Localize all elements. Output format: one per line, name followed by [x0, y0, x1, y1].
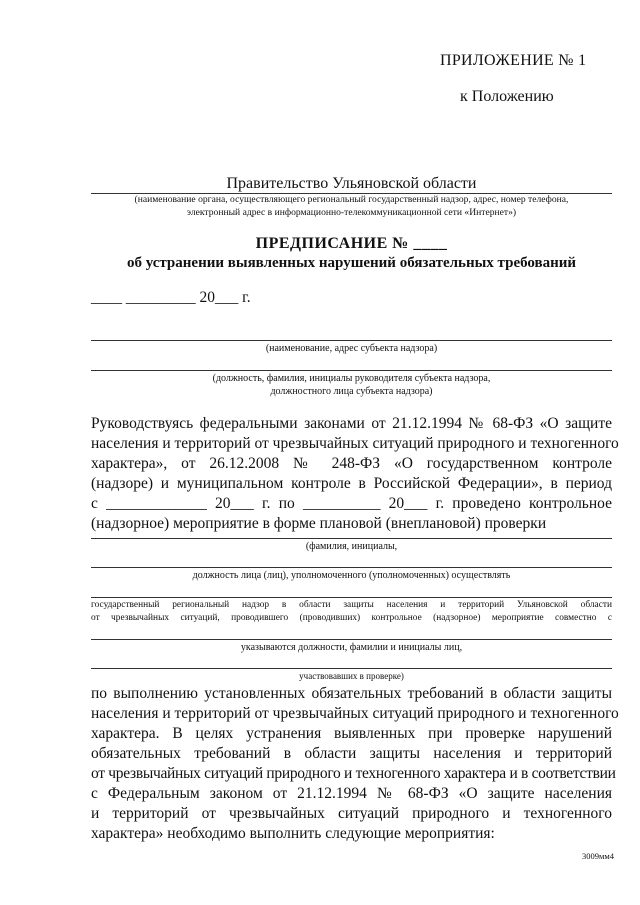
subject-head-caption-1: (должность, фамилия, инициалы руководителя субъекта надзора, — [212, 373, 491, 384]
body-1-line: Руководствуясь федеральными законами от 21.12.1994 № 68-ФЗ «О защите — [91, 415, 612, 432]
body-2-line: и территорий от чрезвычайных ситуаций природного и техногенного — [91, 805, 612, 822]
body-1-line: с _____________ 20___ г. по __________ 20___ г. проведено контрольное — [91, 495, 612, 512]
authority-caption-1: (наименование органа, осуществляющего региональный государственный надзор, адрес, номер телефона, — [134, 194, 569, 205]
body-2-line: характера. В целях устранения выявленных при проверке нарушений — [91, 725, 612, 742]
body-paragraph-1 — [91, 414, 619, 534]
inspector-fio-caption: (фамилия, инициалы, — [305, 541, 398, 552]
body-2-line: с Федеральным законом от 21.12.1994 № 68-ФЗ «О защите населения — [91, 785, 612, 802]
to-regulation-label: к Положению — [460, 88, 554, 105]
subject-name-line — [91, 340, 612, 341]
subject-head-caption-2: должностного лица субъекта надзора) — [270, 386, 433, 397]
body-2-line: от чрезвычайных ситуаций природного и техногенного характера и в соответствии — [91, 765, 616, 782]
authority-caption-2: электронный адрес в информационно-телекоммуникационной сети «Интернет») — [186, 207, 517, 218]
inspector-position-line — [91, 567, 612, 568]
inspector-fio-line — [91, 538, 612, 539]
body-paragraph-2 — [91, 684, 619, 844]
authority-name: Правительство Ульяновской области — [226, 175, 477, 192]
body-2-line: обязательных требований в области защиты населения и территорий — [91, 745, 612, 762]
subject-head-line — [91, 370, 612, 371]
document-code: 3009мм4 — [582, 851, 615, 861]
participants-line — [91, 639, 612, 640]
participated-line — [91, 668, 612, 669]
body-1-line: населения и территорий от чрезвычайных ситуаций природного и техногенного — [91, 435, 619, 452]
date-line: ____ _________ 20___ г. — [91, 289, 251, 306]
participants-caption: указываются должности, фамилии и инициалы лиц, — [240, 642, 463, 653]
inspector-text-2: от чрезвычайных ситуаций, проводившего (проводивших) контрольное (надзорное) мероприятие совместно с — [91, 613, 612, 623]
body-1-line: характера», от 26.12.2008 № 248-ФЗ «О государственном контроле — [91, 455, 612, 472]
document-subtitle: об устранении выявленных нарушений обязательных требований — [126, 255, 577, 271]
appendix-heading: ПРИЛОЖЕНИЕ № 1 — [440, 52, 587, 69]
document-title: ПРЕДПИСАНИЕ № ____ — [255, 235, 448, 252]
participated-caption: участвовавших в проверке) — [299, 671, 404, 681]
body-2-line: по выполнению установленных обязательных требований в области защиты — [91, 685, 612, 702]
body-1-line: (надзоре) и муниципальном контроле в Российской Федерации», в период — [91, 475, 612, 492]
inspector-position-caption: должность лица (лиц), уполномоченного (уполномоченных) осуществлять — [192, 570, 511, 581]
inspector-text-1: государственный региональный надзор в области защиты населения и территорий Ульяновской области — [91, 600, 612, 610]
subject-name-caption: (наименование, адрес субъекта надзора) — [265, 343, 438, 354]
body-2-line: характера» необходимо выполнить следующие мероприятия: — [91, 825, 495, 842]
body-1-line: (надзорное) мероприятие в форме плановой (внеплановой) проверки — [91, 515, 547, 532]
body-2-line: населения и территорий от чрезвычайных ситуаций природного и техногенного — [91, 705, 619, 722]
